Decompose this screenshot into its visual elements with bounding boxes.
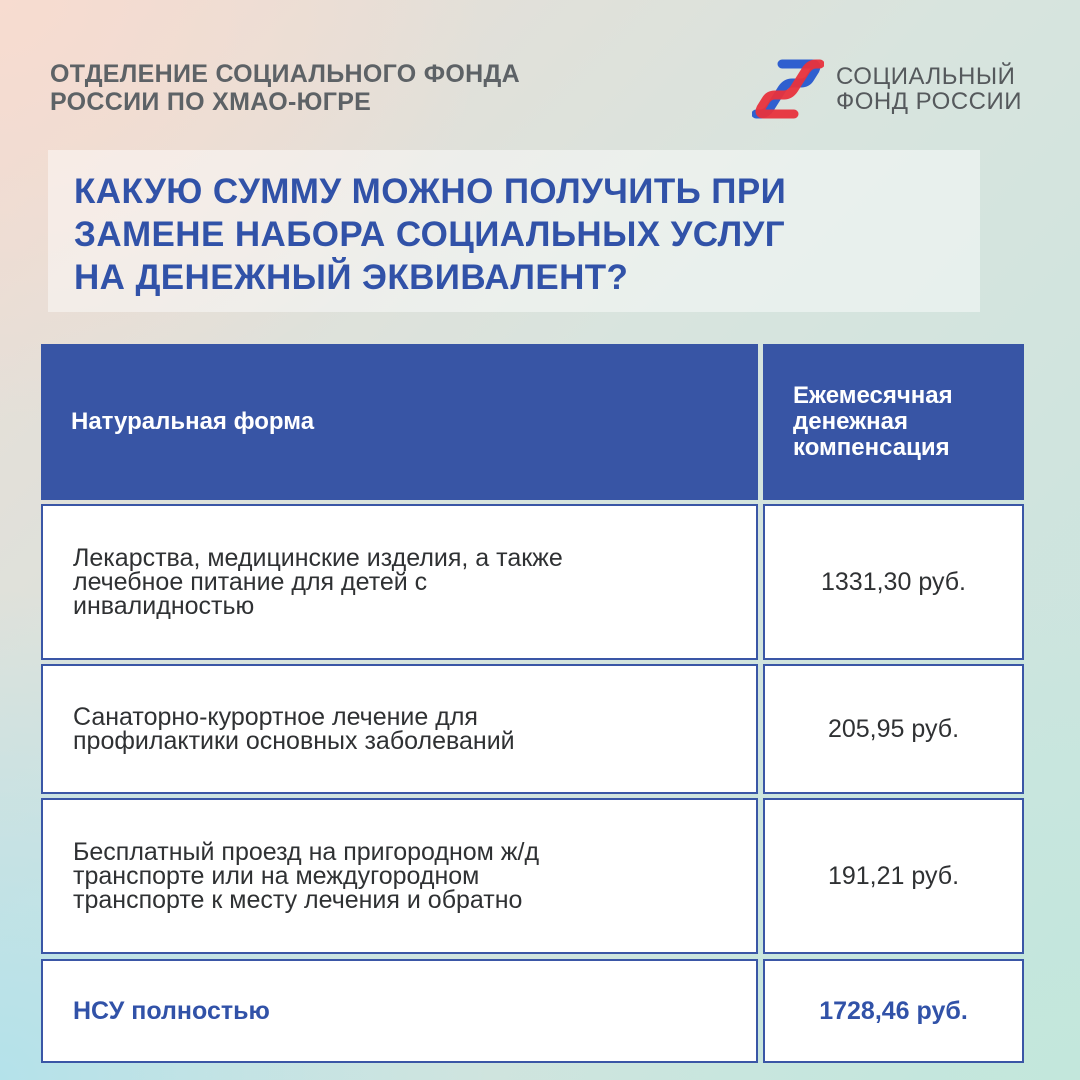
- table-amount-medicines: [763, 504, 1024, 660]
- row-line: транспорте к месту лечения и обратно: [73, 886, 523, 914]
- org-title: [50, 60, 520, 116]
- sfr-logo-icon: [752, 58, 824, 120]
- table-row-sanatorium: [41, 664, 758, 794]
- table-amount-total: [763, 959, 1024, 1063]
- row-description: [73, 546, 736, 618]
- org-title-line: ОТДЕЛЕНИЕ СОЦИАЛЬНОГО ФОНДА: [50, 60, 520, 88]
- amount-value: 205,95 руб.: [827, 715, 960, 743]
- row-line: лечебное питание для детей с: [73, 568, 428, 596]
- title-line: ЗАМЕНЕ НАБОРА СОЦИАЛЬНЫХ УСЛУГ: [74, 215, 785, 254]
- row-description: [73, 840, 736, 912]
- logo-line: СОЦИАЛЬНЫЙ: [836, 63, 1016, 90]
- amount-value: 1331,30 руб.: [821, 568, 966, 596]
- row-line: инвалидностью: [73, 592, 255, 620]
- header-line: Ежемесячная: [793, 382, 953, 409]
- total-amount: 1728,46 руб.: [819, 997, 968, 1025]
- header-label: Натуральная форма: [71, 408, 315, 435]
- table-header-form: [41, 344, 758, 500]
- header-line: компенсация: [793, 434, 950, 461]
- table-row-total: [41, 959, 758, 1063]
- logo-line: ФОНД РОССИИ: [836, 88, 1022, 115]
- header-line: денежная: [793, 408, 908, 435]
- table-header-compensation: [763, 344, 1024, 500]
- header-label: [793, 383, 1014, 461]
- table-row-transport: [41, 798, 758, 954]
- org-title-line: РОССИИ ПО ХМАО-ЮГРЕ: [50, 88, 372, 116]
- total-label: НСУ полностью: [73, 997, 270, 1025]
- row-line: Лекарства, медицинские изделия, а также: [73, 544, 563, 572]
- row-description: [73, 705, 736, 753]
- row-line: профилактики основных заболеваний: [73, 727, 515, 755]
- title-line: НА ДЕНЕЖНЫЙ ЭКВИВАЛЕНТ?: [74, 258, 629, 297]
- sfr-logo-text: [836, 64, 1022, 114]
- row-line: транспорте или на междугородном: [73, 862, 480, 890]
- sfr-logo: [752, 58, 1042, 120]
- title-line: КАКУЮ СУММУ МОЖНО ПОЛУЧИТЬ ПРИ: [74, 172, 787, 211]
- amount-value: 191,21 руб.: [827, 862, 960, 890]
- table-amount-transport: [763, 798, 1024, 954]
- table-amount-sanatorium: [763, 664, 1024, 794]
- table-row-medicines: [41, 504, 758, 660]
- row-line: Бесплатный проезд на пригородном ж/д: [73, 838, 540, 866]
- page-title: [74, 170, 974, 299]
- row-line: Санаторно-курортное лечение для: [73, 703, 478, 731]
- question-panel: [48, 150, 980, 312]
